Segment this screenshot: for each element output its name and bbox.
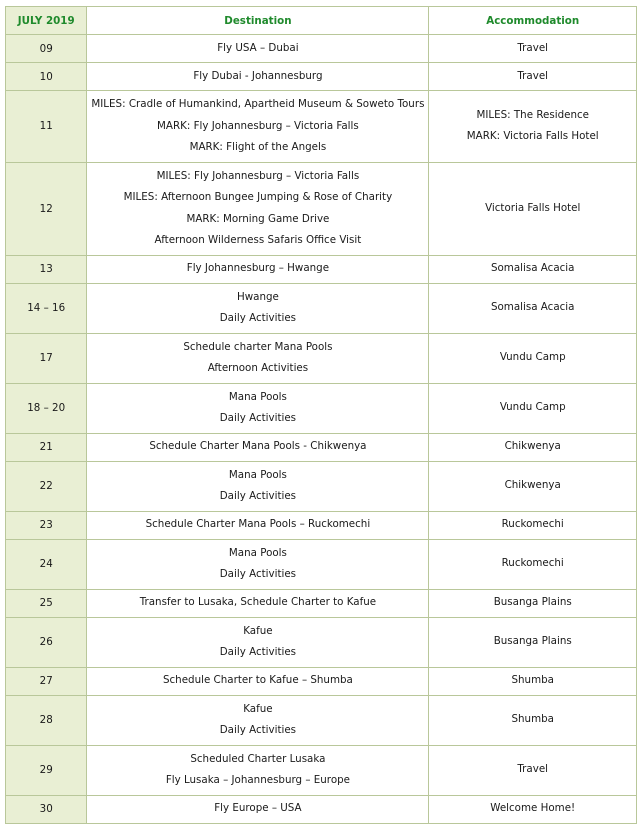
accommodation-line: MILES: The Residence: [476, 108, 589, 121]
date-cell: 18 – 20: [6, 383, 87, 433]
accommodation-cell: [429, 539, 637, 589]
destination-line: Schedule Charter Mana Pools – Ruckomechi: [145, 518, 371, 531]
accommodation-cell: [429, 617, 637, 667]
destination-cell: [87, 461, 429, 511]
destination-line: Fly Dubai - Johannesburg: [193, 69, 323, 82]
accommodation-line: MARK: Victoria Falls Hotel: [466, 130, 599, 143]
accommodation-cell: [429, 461, 637, 511]
table-row: [6, 667, 637, 695]
accommodation-line: Travel: [517, 69, 549, 82]
destination-cell: [87, 433, 429, 461]
accommodation-line: Vundu Camp: [499, 401, 566, 414]
destination-cell: [87, 162, 429, 255]
accommodation-cell: [429, 63, 637, 91]
destination-line: Daily Activities: [219, 646, 297, 658]
accommodation-line: Ruckomechi: [501, 518, 564, 531]
date-cell: 12: [6, 162, 87, 255]
table-row: [6, 255, 637, 283]
date-column-header: JULY 2019: [6, 7, 87, 35]
destination-cell: [87, 255, 429, 283]
accommodation-cell: [429, 283, 637, 333]
accommodation-cell: [429, 383, 637, 433]
accommodation-cell: [429, 667, 637, 695]
destination-line: MARK: Fly Johannesburg – Victoria Falls: [157, 119, 359, 132]
date-cell: 26: [6, 617, 87, 667]
destination-line: Fly Johannesburg – Hwange: [186, 262, 330, 275]
destination-line: MILES: Fly Johannesburg – Victoria Falls: [156, 169, 360, 182]
destination-line: Scheduled Charter Lusaka: [190, 752, 326, 765]
table-row: [6, 695, 637, 745]
accommodation-line: Vundu Camp: [499, 351, 566, 364]
accommodation-cell: [429, 795, 637, 823]
destination-line: Daily Activities: [219, 490, 297, 502]
date-cell: 21: [6, 433, 87, 461]
accommodation-cell: [429, 162, 637, 255]
destination-line: Mana Pools: [228, 390, 287, 403]
destination-line: MARK: Flight of the Angels: [189, 141, 327, 153]
destination-line: Daily Activities: [219, 412, 297, 424]
accommodation-line: Busanga Plains: [493, 635, 572, 648]
destination-cell: [87, 91, 429, 163]
accommodation-line: Chikwenya: [504, 440, 561, 453]
table-row: [6, 745, 637, 795]
date-cell: 29: [6, 745, 87, 795]
date-cell: 11: [6, 91, 87, 163]
table-row: [6, 162, 637, 255]
table-body: [6, 35, 637, 824]
destination-line: Daily Activities: [219, 724, 297, 736]
table-row: [6, 35, 637, 63]
date-cell: 23: [6, 511, 87, 539]
table-row: [6, 333, 637, 383]
date-cell: 14 – 16: [6, 283, 87, 333]
accommodation-cell: [429, 745, 637, 795]
date-cell: 22: [6, 461, 87, 511]
table-row: [6, 283, 637, 333]
destination-cell: [87, 667, 429, 695]
accommodation-line: Shumba: [511, 674, 554, 687]
destination-cell: [87, 333, 429, 383]
destination-line: Transfer to Lusaka, Schedule Charter to Kafue: [139, 596, 377, 609]
destination-line: Daily Activities: [219, 312, 297, 324]
destination-line: Kafue: [243, 624, 273, 637]
accommodation-line: Welcome Home!: [490, 802, 576, 815]
table-row: [6, 91, 637, 163]
table-row: [6, 461, 637, 511]
table-row: [6, 795, 637, 823]
destination-line: Fly Lusaka – Johannesburg – Europe: [165, 774, 350, 786]
destination-line: Daily Activities: [219, 568, 297, 580]
accommodation-column-header: Accommodation: [429, 7, 637, 35]
destination-cell: [87, 745, 429, 795]
destination-line: Schedule Charter Mana Pools - Chikwenya: [149, 440, 367, 453]
table-row: [6, 511, 637, 539]
date-cell: 10: [6, 63, 87, 91]
accommodation-line: Somalisa Acacia: [490, 301, 575, 314]
date-cell: 27: [6, 667, 87, 695]
destination-line: MILES: Cradle of Humankind, Apartheid Museum & Soweto Tours: [91, 98, 425, 110]
accommodation-cell: [429, 35, 637, 63]
accommodation-cell: [429, 511, 637, 539]
date-cell: 25: [6, 589, 87, 617]
accommodation-cell: [429, 695, 637, 745]
destination-cell: [87, 539, 429, 589]
destination-line: Schedule Charter to Kafue – Shumba: [162, 674, 353, 687]
destination-cell: [87, 589, 429, 617]
accommodation-line: Chikwenya: [504, 479, 561, 492]
table-row: [6, 383, 637, 433]
table-header: [6, 7, 637, 35]
destination-line: Hwange: [236, 290, 279, 303]
destination-cell: [87, 35, 429, 63]
destination-cell: [87, 795, 429, 823]
destination-line: MARK: Morning Game Drive: [186, 212, 330, 225]
accommodation-line: Ruckomechi: [501, 557, 564, 570]
destination-cell: [87, 63, 429, 91]
accommodation-cell: [429, 333, 637, 383]
destination-column-header: Destination: [87, 7, 429, 35]
accommodation-cell: [429, 433, 637, 461]
destination-line: Afternoon Activities: [207, 362, 309, 374]
destination-cell: [87, 283, 429, 333]
accommodation-line: Shumba: [511, 713, 554, 726]
destination-line: Afternoon Wilderness Safaris Office Visit: [154, 234, 362, 246]
accommodation-line: Somalisa Acacia: [490, 262, 575, 275]
table-row: [6, 617, 637, 667]
date-cell: 30: [6, 795, 87, 823]
destination-line: Schedule charter Mana Pools: [183, 340, 333, 353]
destination-line: Fly Europe – USA: [214, 802, 302, 815]
date-cell: 17: [6, 333, 87, 383]
accommodation-line: Travel: [517, 763, 549, 776]
accommodation-line: Travel: [517, 41, 549, 54]
destination-cell: [87, 617, 429, 667]
destination-cell: [87, 695, 429, 745]
table-row: [6, 589, 637, 617]
destination-line: MILES: Afternoon Bungee Jumping & Rose of Charity: [123, 191, 393, 203]
accommodation-line: Busanga Plains: [493, 596, 572, 609]
header-row: [6, 7, 637, 35]
accommodation-line: Victoria Falls Hotel: [485, 201, 581, 214]
itinerary-table: [5, 6, 637, 824]
destination-line: Kafue: [243, 702, 273, 715]
destination-line: Mana Pools: [228, 468, 287, 481]
accommodation-cell: [429, 255, 637, 283]
date-cell: 09: [6, 35, 87, 63]
destination-line: Fly USA – Dubai: [217, 41, 299, 54]
table-row: [6, 63, 637, 91]
date-cell: 13: [6, 255, 87, 283]
date-cell: 24: [6, 539, 87, 589]
table-row: [6, 539, 637, 589]
itinerary-table-wrapper: [5, 6, 637, 824]
date-cell: 28: [6, 695, 87, 745]
destination-cell: [87, 511, 429, 539]
accommodation-cell: [429, 91, 637, 163]
destination-line: Mana Pools: [228, 546, 287, 559]
destination-cell: [87, 383, 429, 433]
table-row: [6, 433, 637, 461]
accommodation-cell: [429, 589, 637, 617]
